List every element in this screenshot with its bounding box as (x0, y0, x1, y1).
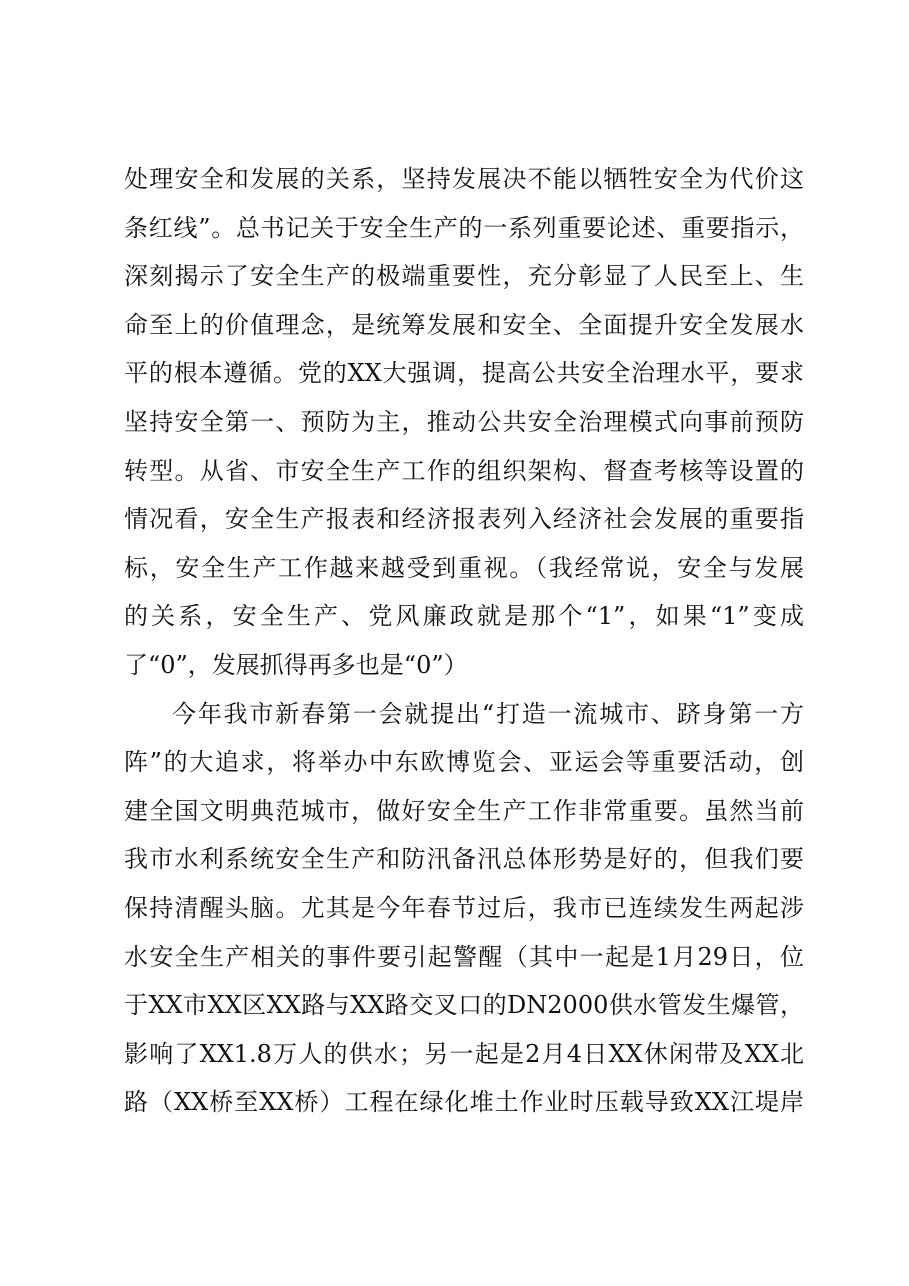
text-line-8: 情况看，安全生产报表和经济报表列入经济社会发展的重要指 (124, 505, 804, 534)
text-line-6: 坚持安全第一、预防为主，推动公共安全治理模式向事前预防 (124, 407, 804, 436)
text-line-16: 保持清醒头脑。尤其是今年春节过后，我市已连续发生两起涉 (124, 893, 804, 922)
text-line-9: 标，安全生产工作越来越受到重视。（我经常说，安全与发展 (124, 553, 804, 582)
text-line-7: 转型。从省、市安全生产工作的组织架构、督查考核等设置的 (124, 456, 804, 485)
text-line-15: 我市水利系统安全生产和防汛备汛总体形势是好的，但我们要 (124, 845, 804, 874)
text-line-18: 于XX市XX区XX路与XX路交叉口的DN2000供水管发生爆管， (124, 991, 804, 1020)
text-line-10: 的关系，安全生产、党风廉政就是那个“1”，如果“1”变成 (124, 602, 804, 631)
text-line-14: 建全国文明典范城市，做好安全生产工作非常重要。虽然当前 (124, 796, 804, 825)
text-line-11: 了“0”，发展抓得再多也是“0”） (124, 650, 468, 679)
text-line-5: 平的根本遵循。党的XX大强调，提高公共安全治理水平，要求 (124, 359, 804, 388)
text-line-19: 影响了XX1.8万人的供水；另一起是2月4日XX休闲带及XX北 (124, 1039, 804, 1068)
text-line-4: 命至上的价值理念，是统筹发展和安全、全面提升安全发展水 (124, 310, 804, 339)
document-body (124, 155, 804, 1127)
text-line-20: 路（XX桥至XX桥）工程在绿化堆土作业时压载导致XX江堤岸 (124, 1088, 804, 1117)
text-line-13: 阵”的大追求，将举办中东欧博览会、亚运会等重要活动，创 (124, 748, 804, 777)
text-line-12: 今年我市新春第一会就提出“打造一流城市、跻身第一方 (172, 699, 804, 728)
text-line-3: 深刻揭示了安全生产的极端重要性，充分彰显了人民至上、生 (124, 262, 804, 291)
text-line-2: 条红线”。总书记关于安全生产的一系列重要论述、重要指示， (124, 213, 804, 242)
text-line-17: 水安全生产相关的事件要引起警醒（其中一起是1月29日，位 (124, 942, 804, 971)
text-line-1: 处理安全和发展的关系，坚持发展决不能以牺牲安全为代价这 (124, 165, 804, 193)
